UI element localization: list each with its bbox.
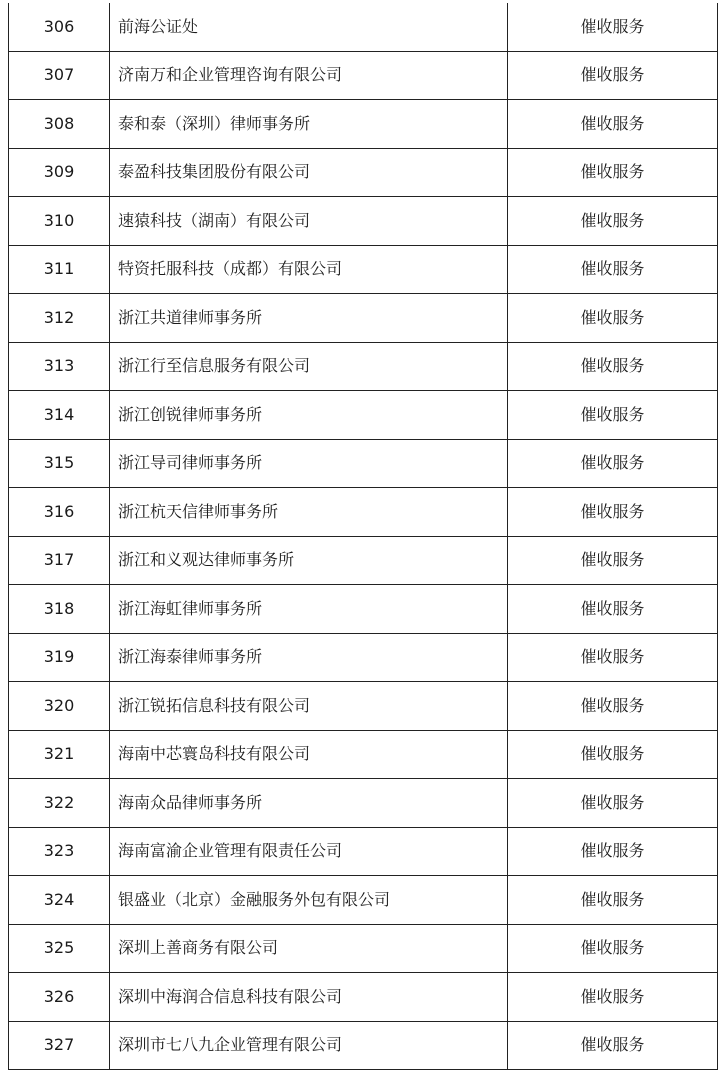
service-type: 催收服务 bbox=[508, 730, 718, 779]
service-type: 催收服务 bbox=[508, 536, 718, 585]
row-number: 326 bbox=[9, 973, 110, 1022]
row-number: 307 bbox=[9, 51, 110, 100]
table-row bbox=[9, 1021, 718, 1070]
table-row bbox=[9, 342, 718, 391]
service-type: 催收服务 bbox=[508, 294, 718, 343]
table-row bbox=[9, 924, 718, 973]
service-type: 催收服务 bbox=[508, 488, 718, 537]
row-number: 314 bbox=[9, 391, 110, 440]
service-type: 催收服务 bbox=[508, 973, 718, 1022]
table-row bbox=[9, 100, 718, 149]
institution-name: 浙江创锐律师事务所 bbox=[110, 391, 508, 440]
row-number: 320 bbox=[9, 682, 110, 731]
service-type: 催收服务 bbox=[508, 245, 718, 294]
institution-name: 海南富渝企业管理有限责任公司 bbox=[110, 827, 508, 876]
table-body bbox=[9, 3, 718, 1070]
row-number: 310 bbox=[9, 197, 110, 246]
service-type: 催收服务 bbox=[508, 100, 718, 149]
table-row bbox=[9, 682, 718, 731]
table-row bbox=[9, 3, 718, 51]
institution-name: 浙江行至信息服务有限公司 bbox=[110, 342, 508, 391]
service-type: 催收服务 bbox=[508, 51, 718, 100]
table-row bbox=[9, 294, 718, 343]
service-type: 催收服务 bbox=[508, 585, 718, 634]
table-row bbox=[9, 827, 718, 876]
service-type: 催收服务 bbox=[508, 924, 718, 973]
service-type: 催收服务 bbox=[508, 779, 718, 828]
service-type: 催收服务 bbox=[508, 342, 718, 391]
service-type: 催收服务 bbox=[508, 633, 718, 682]
institution-name: 浙江锐拓信息科技有限公司 bbox=[110, 682, 508, 731]
service-type: 催收服务 bbox=[508, 876, 718, 925]
row-number: 319 bbox=[9, 633, 110, 682]
table-row bbox=[9, 779, 718, 828]
table-row bbox=[9, 439, 718, 488]
institution-name: 特资托服科技（成都）有限公司 bbox=[110, 245, 508, 294]
row-number: 322 bbox=[9, 779, 110, 828]
table-row bbox=[9, 488, 718, 537]
table-row bbox=[9, 633, 718, 682]
table-row bbox=[9, 391, 718, 440]
table-row bbox=[9, 973, 718, 1022]
institution-name: 浙江海虹律师事务所 bbox=[110, 585, 508, 634]
institution-name: 海南中芯寰岛科技有限公司 bbox=[110, 730, 508, 779]
row-number: 312 bbox=[9, 294, 110, 343]
service-type: 催收服务 bbox=[508, 197, 718, 246]
institution-name: 浙江杭天信律师事务所 bbox=[110, 488, 508, 537]
table-row bbox=[9, 51, 718, 100]
institution-name: 浙江导司律师事务所 bbox=[110, 439, 508, 488]
institution-name: 深圳中海润合信息科技有限公司 bbox=[110, 973, 508, 1022]
service-type: 催收服务 bbox=[508, 391, 718, 440]
table-row bbox=[9, 585, 718, 634]
row-number: 306 bbox=[9, 3, 110, 51]
row-number: 315 bbox=[9, 439, 110, 488]
service-type: 催收服务 bbox=[508, 682, 718, 731]
row-number: 308 bbox=[9, 100, 110, 149]
row-number: 325 bbox=[9, 924, 110, 973]
service-type: 催收服务 bbox=[508, 439, 718, 488]
institution-name: 济南万和企业管理咨询有限公司 bbox=[110, 51, 508, 100]
row-number: 324 bbox=[9, 876, 110, 925]
row-number: 311 bbox=[9, 245, 110, 294]
row-number: 327 bbox=[9, 1021, 110, 1070]
row-number: 321 bbox=[9, 730, 110, 779]
row-number: 317 bbox=[9, 536, 110, 585]
institution-name: 前海公证处 bbox=[110, 3, 508, 51]
table-row bbox=[9, 197, 718, 246]
service-type: 催收服务 bbox=[508, 148, 718, 197]
table-row bbox=[9, 245, 718, 294]
institution-table-container bbox=[8, 3, 717, 1070]
service-type: 催收服务 bbox=[508, 3, 718, 51]
row-number: 309 bbox=[9, 148, 110, 197]
row-number: 316 bbox=[9, 488, 110, 537]
service-type: 催收服务 bbox=[508, 1021, 718, 1070]
institution-name: 浙江共道律师事务所 bbox=[110, 294, 508, 343]
row-number: 318 bbox=[9, 585, 110, 634]
institution-name: 浙江海泰律师事务所 bbox=[110, 633, 508, 682]
institution-name: 泰和泰（深圳）律师事务所 bbox=[110, 100, 508, 149]
institution-name: 浙江和义观达律师事务所 bbox=[110, 536, 508, 585]
service-type: 催收服务 bbox=[508, 827, 718, 876]
row-number: 313 bbox=[9, 342, 110, 391]
table-row bbox=[9, 536, 718, 585]
institution-name: 深圳上善商务有限公司 bbox=[110, 924, 508, 973]
table-row bbox=[9, 730, 718, 779]
table-row bbox=[9, 148, 718, 197]
institution-name: 泰盈科技集团股份有限公司 bbox=[110, 148, 508, 197]
row-number: 323 bbox=[9, 827, 110, 876]
institution-name: 深圳市七八九企业管理有限公司 bbox=[110, 1021, 508, 1070]
institution-table bbox=[8, 3, 718, 1070]
institution-name: 海南众品律师事务所 bbox=[110, 779, 508, 828]
institution-name: 速猿科技（湖南）有限公司 bbox=[110, 197, 508, 246]
institution-name: 银盛业（北京）金融服务外包有限公司 bbox=[110, 876, 508, 925]
table-row bbox=[9, 876, 718, 925]
